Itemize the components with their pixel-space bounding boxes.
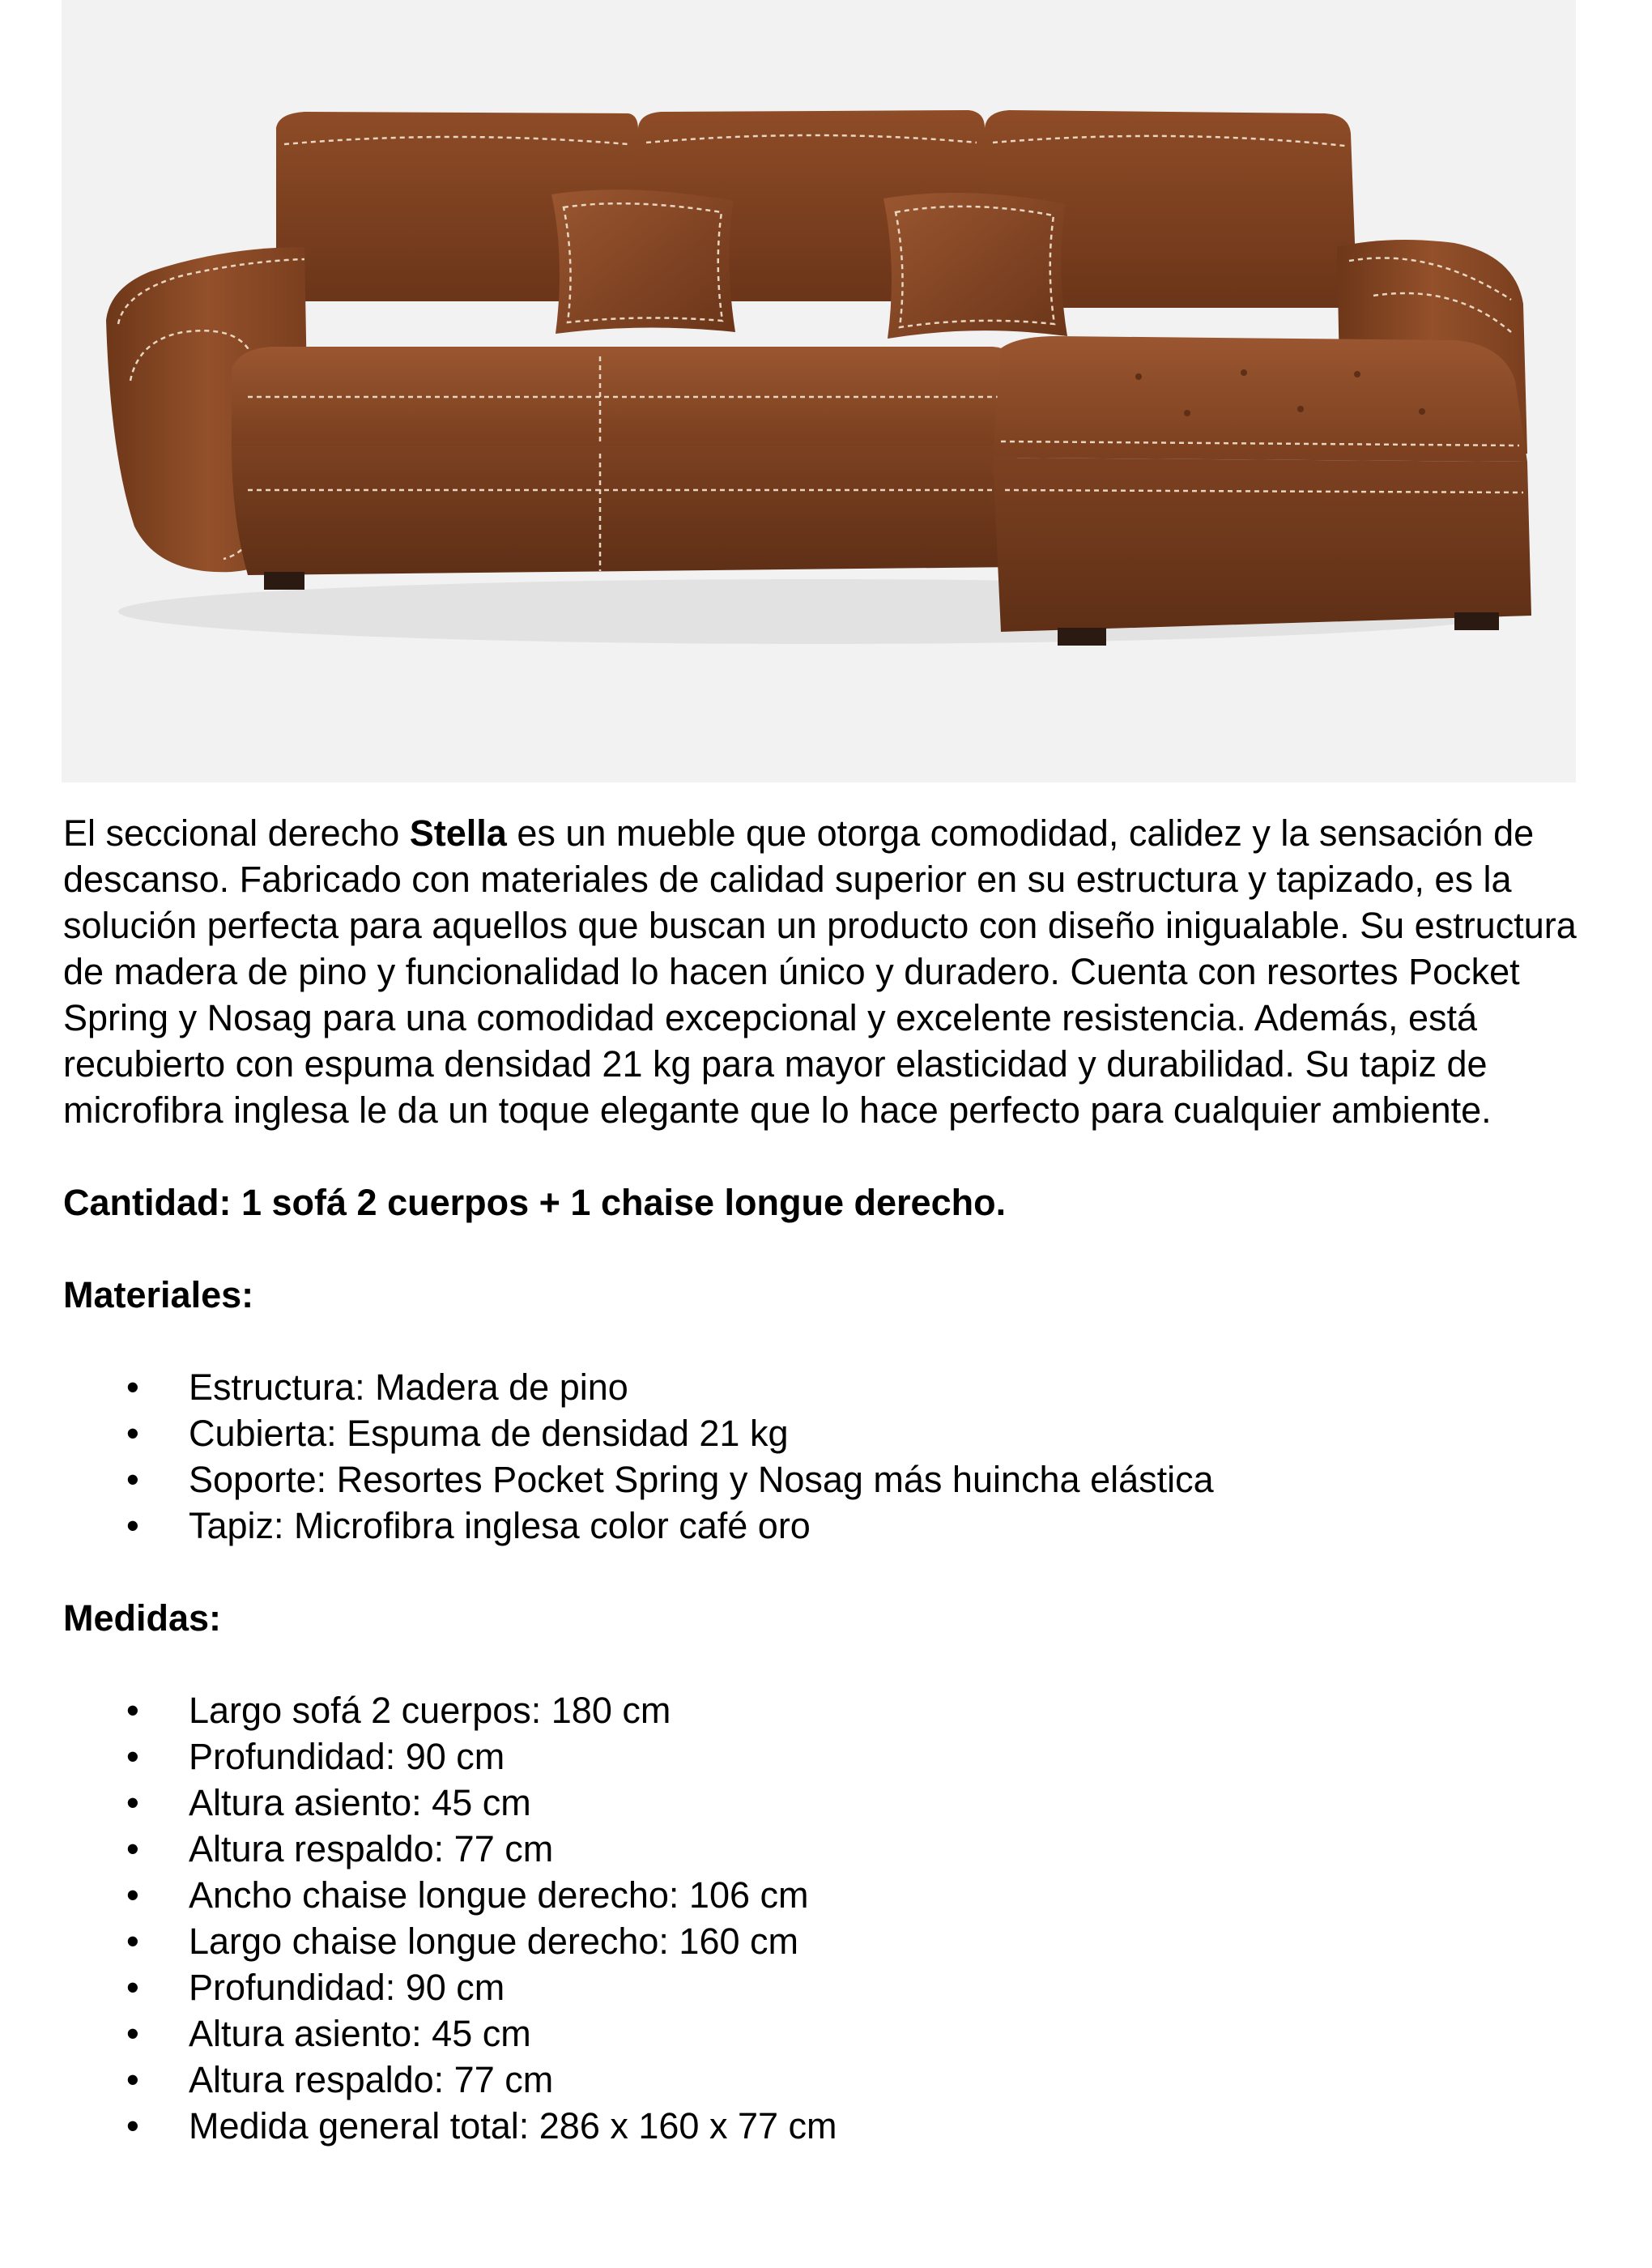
materials-heading: Materiales: — [63, 1274, 254, 1315]
description-body: es un mueble que otorga comodidad, calidez y la sensación de descanso. Fabricado con materiales de calidad superior en su estructura y tapizado, es la solución perfecta para aquellos que buscan un producto con diseño inigualable. Su estructura de madera de pino y funcionalidad lo hacen único y duradero. Cuenta con resortes Pocket Spring y Nosag para una comodidad excepcional y excelente resistencia. Además, está recubierto con espuma densidad 21 kg para mayor elasticidad y durabilidad. Su tapiz de microfibra inglesa le da un toque elegante que lo hace perfecto para cualquier ambiente. — [63, 812, 1577, 1131]
product-name: Stella — [409, 812, 507, 854]
bullet-icon: • — [126, 1459, 139, 1500]
bullet-icon: • — [126, 1967, 139, 2008]
bullet-icon: • — [126, 1828, 139, 1869]
description-paragraph — [63, 810, 1602, 1133]
list-item: • Profundidad: 90 cm — [63, 1733, 1602, 1780]
list-item: • Altura asiento: 45 cm — [63, 1780, 1602, 1826]
bullet-icon: • — [126, 1413, 139, 1454]
materials-list — [63, 1364, 1602, 1549]
bullet-icon: • — [126, 1921, 139, 1962]
measures-list — [63, 1687, 1602, 2149]
list-item: • Estructura: Madera de pino — [63, 1364, 1602, 1410]
product-photo — [62, 0, 1576, 782]
bullet-icon: • — [126, 2105, 139, 2146]
list-item: • Altura respaldo: 77 cm — [63, 2057, 1602, 2103]
description-intro: El seccional derecho — [63, 812, 410, 854]
sofa-illustration — [62, 0, 1576, 782]
bullet-icon: • — [126, 1505, 139, 1546]
bullet-icon: • — [126, 1874, 139, 1916]
list-item: • Cubierta: Espuma de densidad 21 kg — [63, 1410, 1602, 1456]
list-item: • Largo sofá 2 cuerpos: 180 cm — [63, 1687, 1602, 1733]
bullet-icon: • — [126, 2013, 139, 2054]
list-item: • Tapiz: Microfibra inglesa color café oro — [63, 1503, 1602, 1549]
list-item: • Soporte: Resortes Pocket Spring y Nosag más huincha elástica — [63, 1456, 1602, 1503]
list-item: • Ancho chaise longue derecho: 106 cm — [63, 1872, 1602, 1918]
measures-heading: Medidas: — [63, 1597, 222, 1639]
bullet-icon: • — [126, 1690, 139, 1731]
bullet-icon: • — [126, 1736, 139, 1777]
bullet-icon: • — [126, 1366, 139, 1408]
list-item: • Altura asiento: 45 cm — [63, 2010, 1602, 2057]
list-item: • Largo chaise longue derecho: 160 cm — [63, 1918, 1602, 1964]
list-item: • Medida general total: 286 x 160 x 77 cm — [63, 2103, 1602, 2149]
list-item: • Altura respaldo: 77 cm — [63, 1826, 1602, 1872]
bullet-icon: • — [126, 1782, 139, 1823]
product-description-section — [63, 810, 1602, 2149]
quantity-line: Cantidad: 1 sofá 2 cuerpos + 1 chaise longue derecho. — [63, 1182, 1007, 1223]
list-item: • Profundidad: 90 cm — [63, 1964, 1602, 2010]
bullet-icon: • — [126, 2059, 139, 2100]
